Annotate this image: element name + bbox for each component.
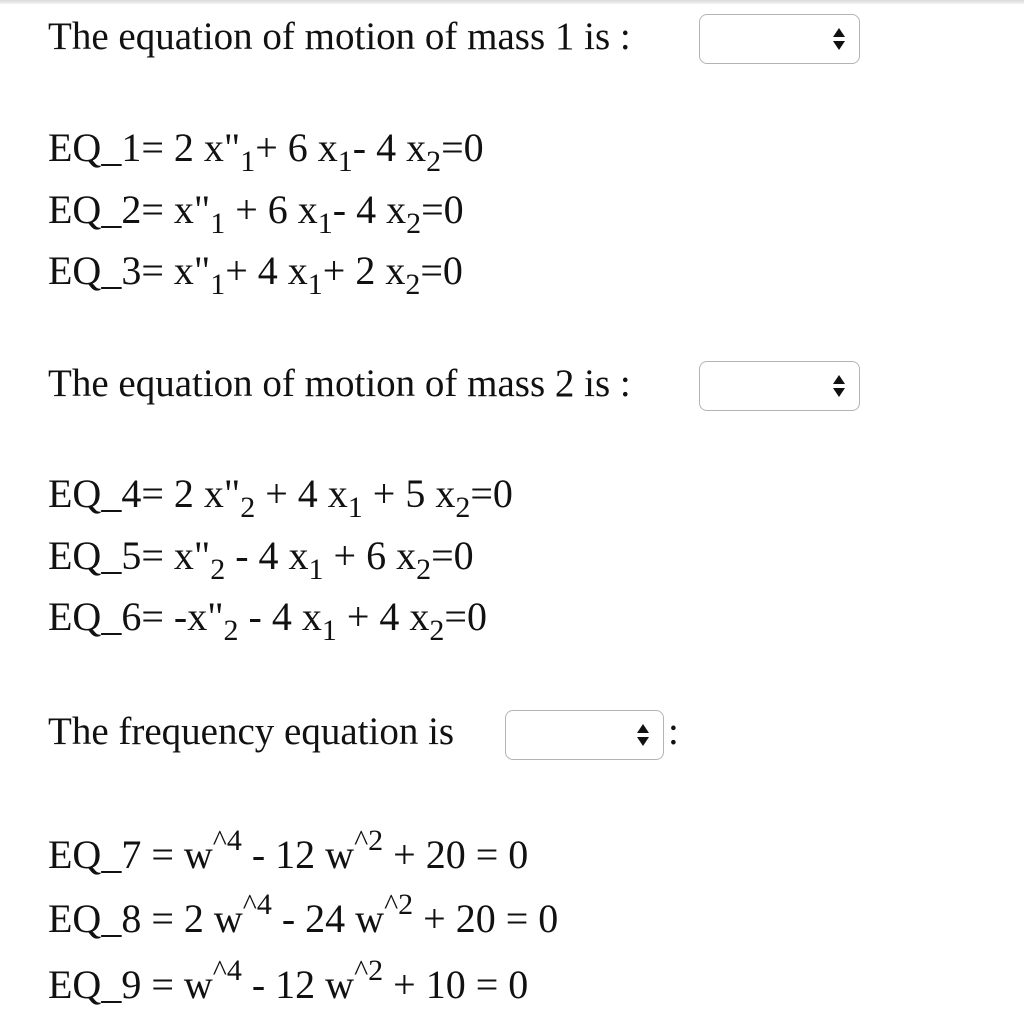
question-2-select[interactable] [699, 361, 860, 411]
eq-1-option: EQ_1= 2 $x"_1+ 6$ $x_1-$ 4 $x_2=0$ [48, 125, 484, 178]
eq-3-option: EQ_3= $x"_1+ 4$ $x_1+ 2$ $x_2=0$ [48, 248, 463, 301]
top-divider [0, 0, 1024, 4]
eq-6-option: EQ_6= $-x"_2 - 4$ $x_1 + 4$ $x_2=0$ [48, 594, 487, 647]
eq-9-option: EQ_9 = $w^{\^{}4} - 12$ $w^{\^{}2} + 10 = 0$ [48, 954, 529, 1007]
question-1-prompt: The equation of motion of mass 1 is : [48, 15, 631, 58]
eq-7-option: EQ_7 = $w^{\^{}4} - 12$ $w^{\^{}2} + 20 = 0$ [48, 824, 529, 877]
eq-8-option: EQ_8 = 2 $w^{\^{}4} - 24$ $w^{\^{}2} + 20 = 0$ [48, 888, 559, 941]
up-down-arrows-icon [831, 373, 847, 399]
eq-4-option: EQ_4= 2 $x"_2 + 4$ $x_1 + 5$ $x_2=0$ [48, 471, 513, 524]
question-3-select[interactable] [505, 710, 664, 760]
question-1-select[interactable] [699, 14, 860, 64]
question-3-colon: : [668, 710, 679, 753]
up-down-arrows-icon [831, 26, 847, 52]
question-2-prompt: The equation of motion of mass 2 is : [48, 362, 631, 405]
up-down-arrows-icon [635, 722, 651, 748]
question-3-prompt: The frequency equation is [48, 710, 455, 753]
eq-2-option: EQ_2= $x"_1 + 6$ $x_1-$ 4 $x_2=0$ [48, 187, 464, 240]
eq-5-option: EQ_5= $x"_2 - 4$ $x_1 + 6$ $x_2=0$ [48, 533, 474, 586]
